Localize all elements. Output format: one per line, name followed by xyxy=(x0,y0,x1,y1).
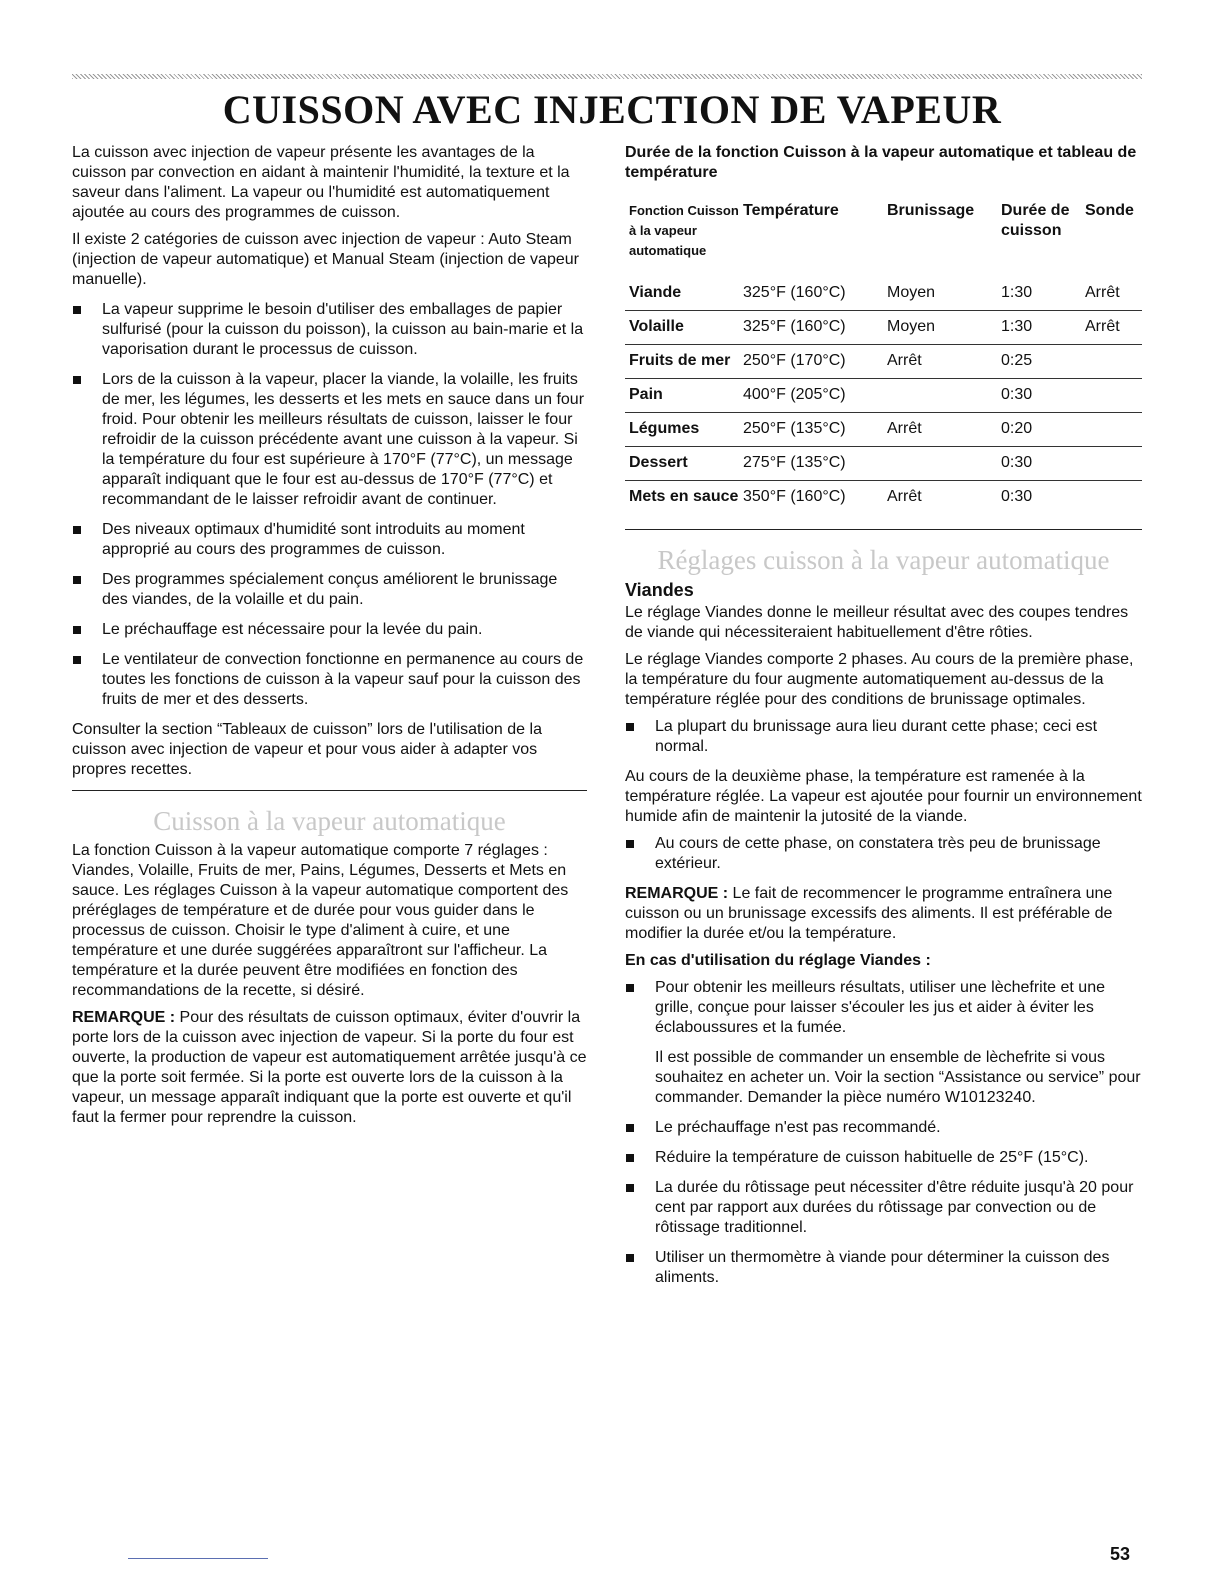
cell-function: Pain xyxy=(629,386,663,403)
steam-cooking-table xyxy=(625,191,1142,529)
cell-function: Viande xyxy=(629,284,682,301)
cell-browning: Arrêt xyxy=(887,420,922,437)
cell-probe xyxy=(1081,379,1142,413)
cell-probe xyxy=(1081,481,1142,530)
page-number: 53 xyxy=(1110,1544,1131,1564)
cell-temperature: 400°F (205°C) xyxy=(743,386,846,403)
list-item: Au cours de cette phase, on constatera très peu de brunissage extérieur. xyxy=(625,834,1142,874)
col-header-duration: Durée de cuisson xyxy=(1001,202,1070,239)
list-item: Le préchauffage n'est pas recommandé. xyxy=(625,1118,1142,1138)
outro-paragraph: Consulter la section “Tableaux de cuisson” lors de l'utilisation de la cuisson avec injection de vapeur et pour vous aider à adapter vos propres recettes. xyxy=(72,721,542,778)
list-item: Le préchauffage est nécessaire pour la levée du pain. xyxy=(72,620,587,640)
right-column xyxy=(625,143,1142,1298)
cell-browning xyxy=(883,379,997,413)
cell-probe xyxy=(1081,345,1142,379)
cell-duration: 0:30 xyxy=(1001,454,1033,471)
cell-duration: 1:30 xyxy=(1001,284,1033,301)
cell-probe: Arrêt xyxy=(1085,284,1120,301)
note-paragraph xyxy=(72,1008,587,1128)
list-item: La vapeur supprime le besoin d'utiliser des emballages de papier sulfurisé (pour la cuisson du poisson), la cuisson au bain-marie et la vaporisation durant le processus de cuisson. xyxy=(72,300,587,360)
usage-list xyxy=(625,978,1142,1038)
page-title: CUISSON AVEC INJECTION DE VAPEUR xyxy=(222,87,1002,132)
sub-heading-meats: Viandes xyxy=(625,580,694,600)
table-row xyxy=(625,345,1142,379)
cell-browning: Moyen xyxy=(887,318,936,335)
cell-probe xyxy=(1081,413,1142,447)
note-label: REMARQUE : xyxy=(625,885,729,902)
list-item: Le ventilateur de convection fonctionne en permanence au cours de toutes les fonctions de cuisson à la vapeur sauf pour la cuisson des fruits de mer et des desserts. xyxy=(72,650,587,710)
list-item: Des niveaux optimaux d'humidité sont introduits au moment approprié au cours des programmes de cuisson. xyxy=(72,520,587,560)
cell-browning: Moyen xyxy=(887,284,936,301)
table-row xyxy=(625,379,1142,413)
cell-function: Volaille xyxy=(629,318,684,335)
col-header-probe: Sonde xyxy=(1085,202,1134,219)
table-row xyxy=(625,311,1142,345)
table-row xyxy=(625,481,1142,530)
section-divider xyxy=(625,529,1142,530)
phase-list xyxy=(625,834,1142,874)
list-item: Réduire la température de cuisson habituelle de 25°F (15°C). xyxy=(625,1148,1142,1168)
cell-temperature: 250°F (170°C) xyxy=(743,352,846,369)
cell-duration: 0:20 xyxy=(1001,420,1033,437)
usage-sub-paragraph: Il est possible de commander un ensemble de lèchefrite si vous souhaitez en acheter un. Voir la section “Assistance ou service” pour commander. Demander la pièce numéro W10123240. xyxy=(655,1049,1141,1106)
footer-line xyxy=(128,1558,268,1559)
col-header-function: Fonction Cuisson à la vapeur automatique xyxy=(629,203,739,258)
note-paragraph xyxy=(625,884,1142,944)
section-divider xyxy=(72,790,587,791)
list-item: La plupart du brunissage aura lieu durant cette phase; ceci est normal. xyxy=(625,717,1142,757)
left-column xyxy=(72,143,587,1135)
cell-duration: 0:30 xyxy=(1001,488,1033,505)
cell-duration: 1:30 xyxy=(1001,318,1033,335)
top-hatch-rule xyxy=(72,74,1142,79)
cell-duration: 0:30 xyxy=(1001,386,1033,403)
note-text: Pour des résultats de cuisson optimaux, éviter d'ouvrir la porte lors de la cuisson avec injection de vapeur. Si la porte du four est ouverte, la production de vapeur est automatiquement arrêtée jusqu'à ce que la porte soit fermée. Si la porte est ouverte lors de la cuisson à la vapeur, un message apparaît indiquant que la porte est ouverte et qu'il faut la fermer pour reprendre la cuisson. xyxy=(72,1009,587,1126)
section-heading-auto-steam: Cuisson à la vapeur automatique xyxy=(153,806,506,836)
cell-temperature: 275°F (135°C) xyxy=(743,454,846,471)
meats-paragraph: Le réglage Viandes donne le meilleur résultat avec des coupes tendres de viande qui nécessiteraient habituellement d'être rôties. xyxy=(625,604,1129,641)
table-row xyxy=(625,413,1142,447)
list-item: Des programmes spécialement conçus améliorent le brunissage des viandes, de la volaille et du pain. xyxy=(72,570,587,610)
cell-function: Dessert xyxy=(629,454,688,471)
phase-list xyxy=(625,717,1142,757)
note-text: Le fait de recommencer le programme entraînera une cuisson ou un brunissage excessifs des aliments. Il est préférable de modifier la durée et/ou la température. xyxy=(625,885,1113,942)
cell-function: Fruits de mer xyxy=(629,352,731,369)
auto-steam-paragraph: La fonction Cuisson à la vapeur automatique comporte 7 réglages : Viandes, Volaille, Fruits de mer, Pains, Légumes, Desserts et Mets en sauce. Les réglages Cuisson à la vapeur automatique comportent des préréglages de température et de durée pour vous guider dans le processus de cuisson. Choisir le type d'aliment à cuire, et une température et une durée suggérées apparaîtront sur l'afficheur. La température et la durée peuvent être modifiées en fonction des recommandations de la recette, si désiré. xyxy=(72,842,569,999)
table-caption: Durée de la fonction Cuisson à la vapeur automatique et tableau de température xyxy=(625,144,1137,181)
meats-paragraph: Le réglage Viandes comporte 2 phases. Au cours de la première phase, la température du four augmente automatiquement au-dessus de la température réglée pour des conditions de brunissage optimales. xyxy=(625,651,1134,708)
cell-function: Légumes xyxy=(629,420,700,437)
cell-duration: 0:25 xyxy=(1001,352,1033,369)
list-item: Pour obtenir les meilleurs résultats, utiliser une lèchefrite et une grille, conçue pour laisser s'écouler les jus et aider à éviter les éclaboussures et la fumée. xyxy=(625,978,1142,1038)
table-row xyxy=(625,447,1142,481)
cell-temperature: 325°F (160°C) xyxy=(743,318,846,335)
cell-probe xyxy=(1081,447,1142,481)
table-header-row xyxy=(625,193,1142,275)
meats-paragraph: Au cours de la deuxième phase, la température est ramenée à la température réglée. La vapeur est ajoutée pour fournir un environnement humide afin de maintenir la jutosité de la viande. xyxy=(625,768,1142,825)
list-item: La durée du rôtissage peut nécessiter d'être réduite jusqu'à 20 pour cent par rapport aux durées du rôtissage par convection ou de rôtissage traditionnel. xyxy=(625,1178,1142,1238)
intro-paragraph: Il existe 2 catégories de cuisson avec injection de vapeur : Auto Steam (injection de vapeur automatique) et Manual Steam (injection de vapeur manuelle). xyxy=(72,231,579,288)
table-row xyxy=(625,275,1142,311)
cell-browning xyxy=(883,447,997,481)
cell-probe: Arrêt xyxy=(1085,318,1120,335)
list-item: Lors de la cuisson à la vapeur, placer la viande, la volaille, les fruits de mer, les légumes, les desserts et les mets en sauce dans un four froid. Pour obtenir les meilleurs résultats de cuisson, laisser le four refroidir de la cuisson précédente avant une cuisson à la vapeur. Si la température du four est supérieure à 170°F (77°C), un message apparaît indiquant que le four est au-dessus de 170°F (77°C) et recommandant de le laisser refroidir avant de continuer. xyxy=(72,370,587,510)
cell-browning: Arrêt xyxy=(887,488,922,505)
feature-list xyxy=(72,300,587,710)
usage-heading: En cas d'utilisation du réglage Viandes : xyxy=(625,952,931,969)
section-heading-settings: Réglages cuisson à la vapeur automatique xyxy=(657,545,1110,575)
col-header-temperature: Température xyxy=(743,202,839,219)
cell-temperature: 350°F (160°C) xyxy=(743,488,846,505)
cell-function: Mets en sauce xyxy=(629,488,739,505)
cell-browning: Arrêt xyxy=(887,352,922,369)
list-item: Utiliser un thermomètre à viande pour déterminer la cuisson des aliments. xyxy=(625,1248,1142,1288)
cell-temperature: 250°F (135°C) xyxy=(743,420,846,437)
note-label: REMARQUE : xyxy=(72,1009,176,1026)
col-header-browning: Brunissage xyxy=(887,202,975,219)
intro-paragraph: La cuisson avec injection de vapeur présente les avantages de la cuisson par convection en aidant à maintenir l'humidité, la texture et la saveur dans l'aliment. La vapeur ou l'humidité est automatiquement ajoutée au cours des programmes de cuisson. xyxy=(72,144,570,221)
cell-temperature: 325°F (160°C) xyxy=(743,284,846,301)
usage-list xyxy=(625,1118,1142,1288)
